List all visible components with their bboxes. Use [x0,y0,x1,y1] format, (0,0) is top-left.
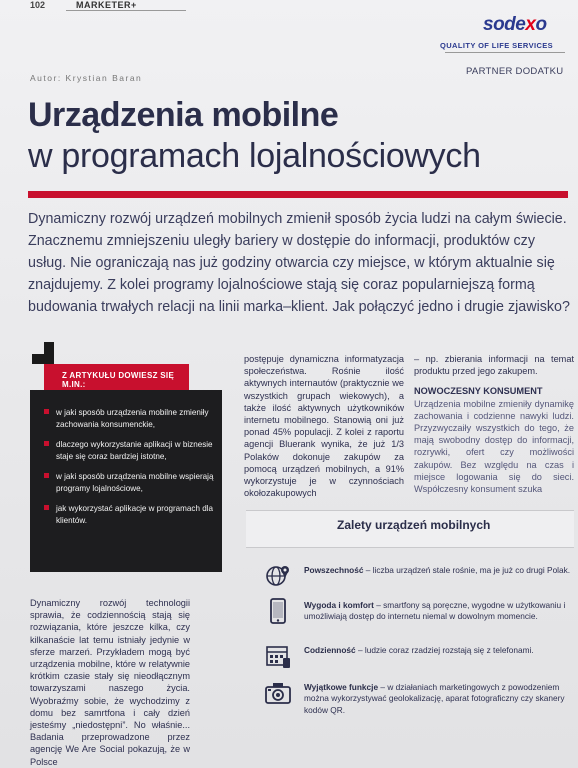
advantages-title: Zalety urządzeń mobilnych [337,518,491,532]
advantage-text: Wyjątkowe funkcje – w działaniach marketingowych z powodzeniem można wykorzystywać geolokalizację, aparat fotograficzny czy skanery kodów QR. [304,682,565,715]
list-item: dlaczego wykorzystanie aplikacji w biznesie staje się coraz bardziej istotne, [44,439,214,462]
sodexo-tagline: QUALITY OF LIFE SERVICES [440,41,554,50]
header-rule [66,10,186,11]
advantage-text: Powszechność – liczba urządzeń stale rośnie, ma je już co drugi Polak. [304,565,571,575]
body-column-right [414,353,574,495]
author-byline: Autor: Krystian Baran [30,73,143,83]
plus-decoration-bar [32,354,54,364]
list-item: jak wykorzystać aplikacje w programach dla klientów. [44,503,214,526]
smartphone-icon [265,598,291,624]
article-title-line2: w programach lojalnościowych [28,137,481,175]
bullet-icon [44,409,49,414]
list-item: w jaki sposób urządzenia mobilne wspierają programy lojalnościowe, [44,471,214,494]
page-number: 102 [30,0,46,10]
body-column-middle: postępuje dynamiczna informatyzacja społeczeństwa. Rośnie ilość aktywnych internautów (praktycznie we wszystkich grupach wiekowych), a także ilość aktywnych użytkowników internetu mobilnego. Stanowią oni już ponad 45% populacji. Z kolei z raportu agencji Bluerank wynika, że już 1/3 Polaków dokonuje zakupów za pomocą urządzeń mobilnych, a 91% wykorzystuje je w czynnościach okołozakupowych [244,354,404,499]
advantage-text: Wygoda i komfort – smartfony są poręczne, wygodne w użytkowaniu i umożliwiają dostęp do internetu niemal w dowolnym momencie. [304,600,566,622]
learn-box-heading: Z ARTYKUŁU DOWIESZ SIĘ M.IN.: [44,364,189,390]
title-divider [28,191,568,198]
article-lead: Dynamiczny rozwój urządzeń mobilnych zmienił sposób życia ludzi na całym świecie. Znacznemu zmniejszeniu uległy bariery w dostępie do informacji, produktów czy usług. Nie ograniczają nas już godziny otwarcia czy miejsce, w którym aktualnie się znajdujemy. Z kolei programy lojalnościowe stają się coraz popularniejszą formą budowania trwałych relacji na linii marka–klient. Jak połączyć jedno i drugie zjawisko? [28,211,570,315]
globe-icon [265,563,291,589]
bullet-icon [44,505,49,510]
body-column-left: Dynamiczny rozwój technologii sprawia, że codziennością stają się rozwiązania, które jeszcze kilka, czy kilkanaście lat temu istniały jedynie w sferze marzeń. Przykładem mogą być urządzenia mobilne, które w relatywnie krótkim czasie stały się nieodłącznym towarzyszami naszego życia. Wyobraźmy sobie, że wychodzimy z domu bez samrtfona i cały dzień jesteśmy „niedostępni”. No właśnie... Badania przeprowadzone przez agencję We Are Social pokazują, że w Polsce [30,598,190,767]
learn-box-list [44,407,214,535]
bullet-icon [44,441,49,446]
section-name: MARKETER+ [76,0,137,10]
subheading: NOWOCZESNY KONSUMENT [414,386,543,397]
bullet-icon [44,473,49,478]
calendar-icon [265,643,291,669]
camera-icon [265,680,291,706]
body-text: – np. zbierania informacji na temat produktu przed jego zakupem. [414,354,574,377]
body-text: Urządzenia mobilne zmieniły dynamikę zachowania i codzienne nawyki ludzi. Przyzwyczaiły wszystkich do tego, że mają swobodny dostęp do informacji, rozrywki, ofert czy możliwości zakupów. Bez względu na czas i miejsce logowania się do sieci. Współczesny konsument szuka [414,398,574,495]
partner-rule [445,52,565,53]
advantage-text: Codzienność – ludzie coraz rzadziej rozstają się z telefonami. [304,645,534,655]
partner-label: PARTNER DODATKU [466,66,564,77]
list-item: w jaki sposób urządzenia mobilne zmieniły zachowania konsumenckie, [44,407,214,430]
page-header [0,0,578,14]
article-title-line1: Urządzenia mobilne [28,96,339,134]
sodexo-logo: sodexo [483,14,547,35]
